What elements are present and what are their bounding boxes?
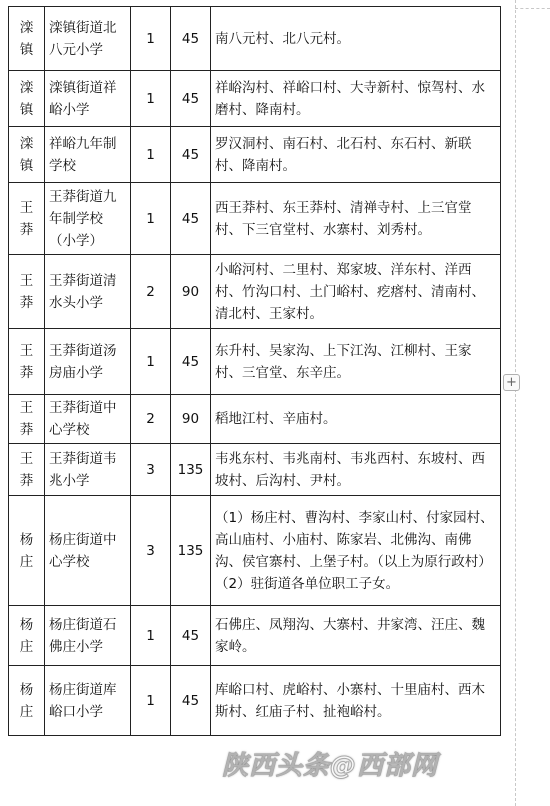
class-count: 3 [131, 496, 171, 606]
town-name: 王莽 [19, 450, 34, 489]
town-cell [9, 329, 45, 395]
catchment-area: 韦兆东村、韦兆南村、韦兆西村、东坡村、西坡村、后沟村、尹村。 [211, 444, 501, 496]
school-name: 祥峪九年制学校 [45, 127, 131, 183]
seat-count: 45 [171, 329, 211, 395]
class-count: 1 [131, 606, 171, 666]
town-name: 杨庄 [19, 681, 34, 720]
town-cell [9, 71, 45, 127]
table-row [9, 71, 501, 127]
catchment-area: 南八元村、北八元村。 [211, 7, 501, 71]
town-cell [9, 7, 45, 71]
school-name: 杨庄街道中心学校 [45, 496, 131, 606]
page-boundary [515, 0, 516, 806]
town-name: 滦镇 [19, 19, 34, 58]
town-name: 杨庄 [19, 616, 34, 655]
class-count: 1 [131, 7, 171, 71]
class-count: 1 [131, 71, 171, 127]
town-name: 王莽 [19, 342, 34, 381]
catchment-area: 罗汉洞村、南石村、北石村、东石村、新联村、降南村。 [211, 127, 501, 183]
town-name: 王莽 [19, 400, 34, 438]
class-count: 1 [131, 183, 171, 255]
class-count: 2 [131, 255, 171, 329]
catchment-area: 西王莽村、东王莽村、清禅寺村、上三官堂村、下三官堂村、水寨村、刘秀村。 [211, 183, 501, 255]
town-cell [9, 496, 45, 606]
school-name: 滦镇街道祥峪小学 [45, 71, 131, 127]
town-name: 王莽 [19, 272, 34, 311]
seat-count: 45 [171, 7, 211, 71]
school-name: 王莽街道中心学校 [45, 395, 131, 444]
town-cell [9, 606, 45, 666]
seat-count: 45 [171, 71, 211, 127]
table-row [9, 127, 501, 183]
seat-count: 45 [171, 666, 211, 736]
table-row [9, 496, 501, 606]
add-row-button[interactable]: + [503, 374, 520, 391]
table-row [9, 329, 501, 395]
town-cell [9, 444, 45, 496]
table-body [9, 7, 501, 736]
watermark: 陕西头条@西部网 [222, 751, 439, 781]
seat-count: 90 [171, 255, 211, 329]
school-name: 王莽街道清水头小学 [45, 255, 131, 329]
enrollment-table [8, 6, 501, 736]
town-name: 滦镇 [19, 79, 34, 118]
town-cell [9, 666, 45, 736]
school-name: 杨庄街道石佛庄小学 [45, 606, 131, 666]
school-name: 王莽街道汤房庙小学 [45, 329, 131, 395]
class-count: 1 [131, 127, 171, 183]
page-boundary-top [515, 8, 550, 9]
seat-count: 45 [171, 183, 211, 255]
seat-count: 45 [171, 127, 211, 183]
table-row [9, 606, 501, 666]
seat-count: 45 [171, 606, 211, 666]
class-count: 3 [131, 444, 171, 496]
town-cell [9, 127, 45, 183]
school-name: 王莽街道九年制学校（小学） [45, 183, 131, 255]
table-row [9, 255, 501, 329]
class-count: 1 [131, 666, 171, 736]
table-row [9, 183, 501, 255]
town-name: 滦镇 [19, 135, 34, 174]
town-name: 杨庄 [19, 531, 34, 570]
town-cell [9, 395, 45, 444]
table-row [9, 395, 501, 444]
school-name: 王莽街道韦兆小学 [45, 444, 131, 496]
catchment-area: 东升村、吴家沟、上下江沟、江柳村、王家村、三官堂、东辛庄。 [211, 329, 501, 395]
catchment-area: （1）杨庄村、曹沟村、李家山村、付家园村、高山庙村、小庙村、陈家岩、北佛沟、南佛沟、侯官寨村、上堡子村。（以上为原行政村）（2）驻街道各单位职工子女。 [211, 496, 501, 606]
table-row [9, 444, 501, 496]
school-name: 杨庄街道库峪口小学 [45, 666, 131, 736]
town-name: 王莽 [19, 199, 34, 238]
catchment-area: 石佛庄、凤翔沟、大寨村、井家湾、汪庄、魏家岭。 [211, 606, 501, 666]
town-cell [9, 183, 45, 255]
seat-count: 90 [171, 395, 211, 444]
seat-count: 135 [171, 496, 211, 606]
school-name: 滦镇街道北八元小学 [45, 7, 131, 71]
table-row [9, 666, 501, 736]
class-count: 1 [131, 329, 171, 395]
catchment-area: 小峪河村、二里村、郑家坡、洋东村、洋西村、竹沟口村、土门峪村、疙瘩村、清南村、清北村、王家村。 [211, 255, 501, 329]
catchment-area: 库峪口村、虎峪村、小寨村、十里庙村、西木斯村、红庙子村、扯袍峪村。 [211, 666, 501, 736]
seat-count: 135 [171, 444, 211, 496]
table-row [9, 7, 501, 71]
catchment-area: 稻地江村、辛庙村。 [211, 395, 501, 444]
catchment-area: 祥峪沟村、祥峪口村、大寺新村、惊驾村、水磨村、降南村。 [211, 71, 501, 127]
town-cell [9, 255, 45, 329]
class-count: 2 [131, 395, 171, 444]
